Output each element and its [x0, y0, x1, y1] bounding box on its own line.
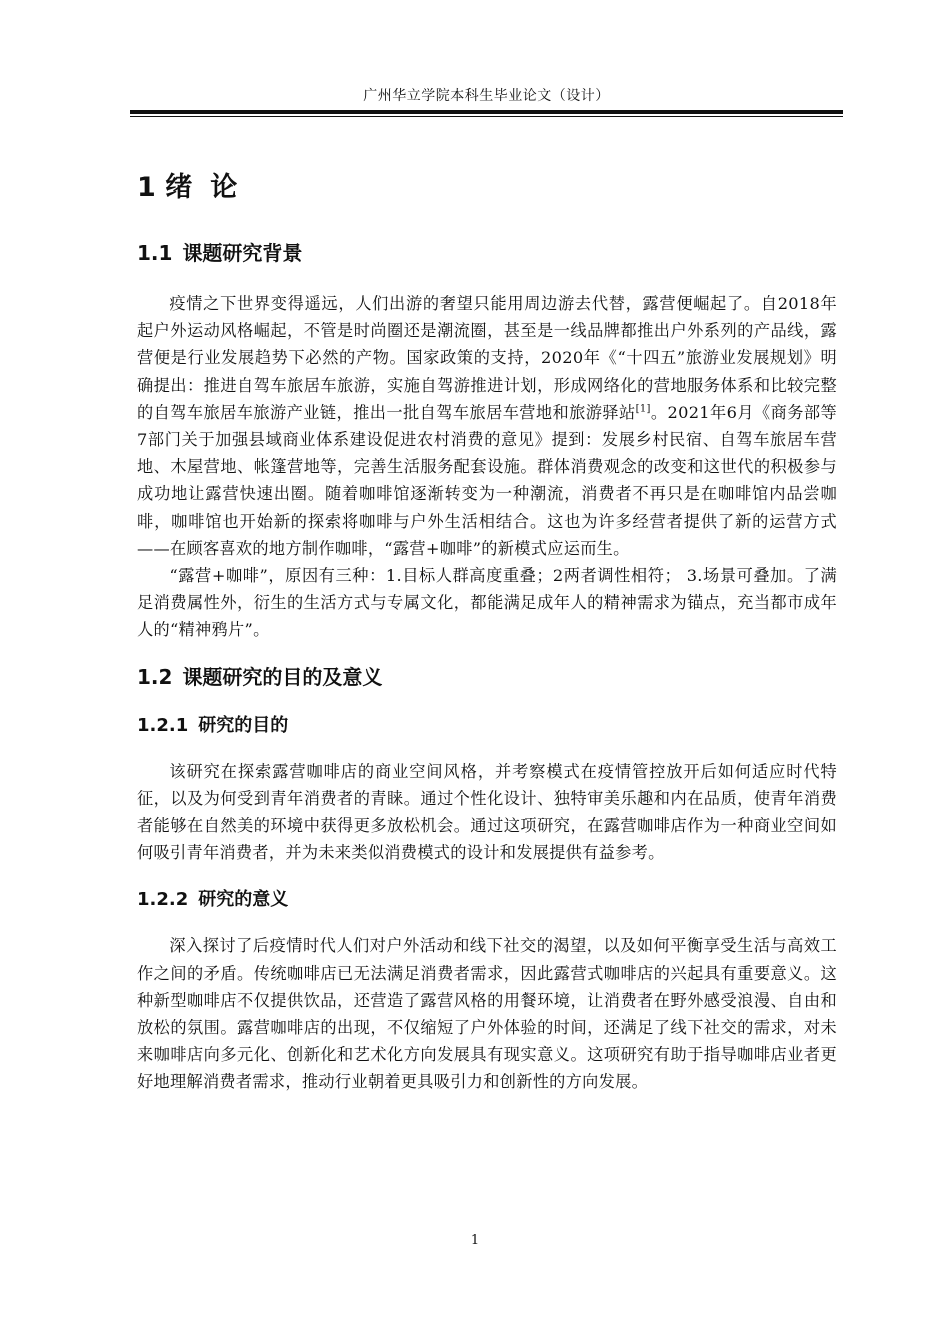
paragraph-background-1 — [137, 290, 837, 562]
paragraph-text: 。2021年6月《商务部等7部门关于加强县域商业体系建设促进农村消费的意见》提到：发展乡村民宿、自驾车旅居车营地、木屋营地、帐篷营地等，完善生活服务配套设施。群体消费观念的改变和这世代的积极参与成功地让露营快速出圈。随着咖啡馆逐渐转变为一种潮流，消费者不再只是在咖啡馆内品尝咖啡，咖啡馆也开始新的探索将咖啡与户外生活相结合。这也为许多经营者提供了新的运营方式——在顾客喜欢的地方制作咖啡，“露营+咖啡”的新模式应运而生。 — [137, 402, 837, 558]
subsection-title: 研究的意义 — [198, 889, 289, 911]
subsection-number: 1.2.1 — [137, 714, 189, 736]
main-content — [137, 168, 837, 1096]
chapter-title-text: 绪论 — [165, 172, 256, 203]
page-number: 1 — [470, 1233, 480, 1248]
paragraph-background-2: “露营+咖啡”，原因有三种：1.目标人群高度重叠；2两者调性相符； 3.场景可叠加。了满足消费属性外，衍生的生活方式与专属文化，都能满足成年人的精神需求为锚点，充当都市成年人的“精神鸦片”。 — [137, 566, 837, 640]
chapter-title — [137, 168, 837, 208]
header-rule-thin — [130, 116, 843, 117]
chapter-number: 1 — [137, 172, 156, 203]
section-title: 课题研究背景 — [182, 241, 303, 265]
subsection-number: 1.2.2 — [137, 889, 189, 911]
section-heading-1-1 — [137, 238, 837, 268]
subsection-heading-1-2-1 — [137, 712, 837, 740]
header-rule-thick — [130, 110, 843, 114]
citation-marker: [1] — [635, 403, 651, 415]
section-number: 1.1 — [137, 241, 173, 265]
section-number: 1.2 — [137, 664, 173, 689]
section-title: 课题研究的目的及意义 — [182, 664, 383, 689]
paragraph-significance: 深入探讨了后疫情时代人们对户外活动和线下社交的渴望，以及如何平衡享受生活与高效工作之间的矛盾。传统咖啡店已无法满足消费者需求，因此露营式咖啡店的兴起具有重要意义。这种新型咖啡店不仅提供饮品，还营造了露营风格的用餐环境，让消费者在野外感受浪漫、自由和放松的氛围。露营咖啡店的出现，不仅缩短了户外体验的时间，还满足了线下社交的需求，对未来咖啡店向多元化、创新化和艺术化方向发展具有现实意义。这项研究有助于指导咖啡店业者更好地理解消费者需求，推动行业朝着更具吸引力和创新性的方向发展。 — [137, 936, 837, 1092]
section-heading-1-2 — [137, 662, 837, 692]
paragraph-text: 疫情之下世界变得遥远，人们出游的奢望只能用周边游去代替，露营便崛起了。自2018年起户外运动风格崛起，不管是时尚圈还是潮流圈，甚至是一线品牌都推出户外系列的产品线，露营便是行业发展趋势下必然的产物。国家政策的支持，2020年《“十四五”旅游业发展规划》明确提出：推进自驾车旅居车旅游，实施自驾游推进计划，形成网络化的营地服务体系和比较完整的自驾车旅居车旅游产业链，推出一批自驾车旅居车营地和旅游驿站 — [137, 294, 837, 422]
subsection-title: 研究的目的 — [198, 714, 289, 736]
running-header: 广州华立学院本科生毕业论文（设计） — [363, 88, 610, 104]
subsection-heading-1-2-2 — [137, 886, 837, 914]
paragraph-purpose: 该研究在探索露营咖啡店的商业空间风格，并考察模式在疫情管控放开后如何适应时代特征，以及为何受到青年消费者的青睐。通过个性化设计、独特审美乐趣和内在品质，使青年消费者能够在自然美的环境中获得更多放松机会。通过这项研究，在露营咖啡店作为一种商业空间如何吸引青年消费者，并为未来类似消费模式的设计和发展提供有益参考。 — [137, 761, 837, 863]
